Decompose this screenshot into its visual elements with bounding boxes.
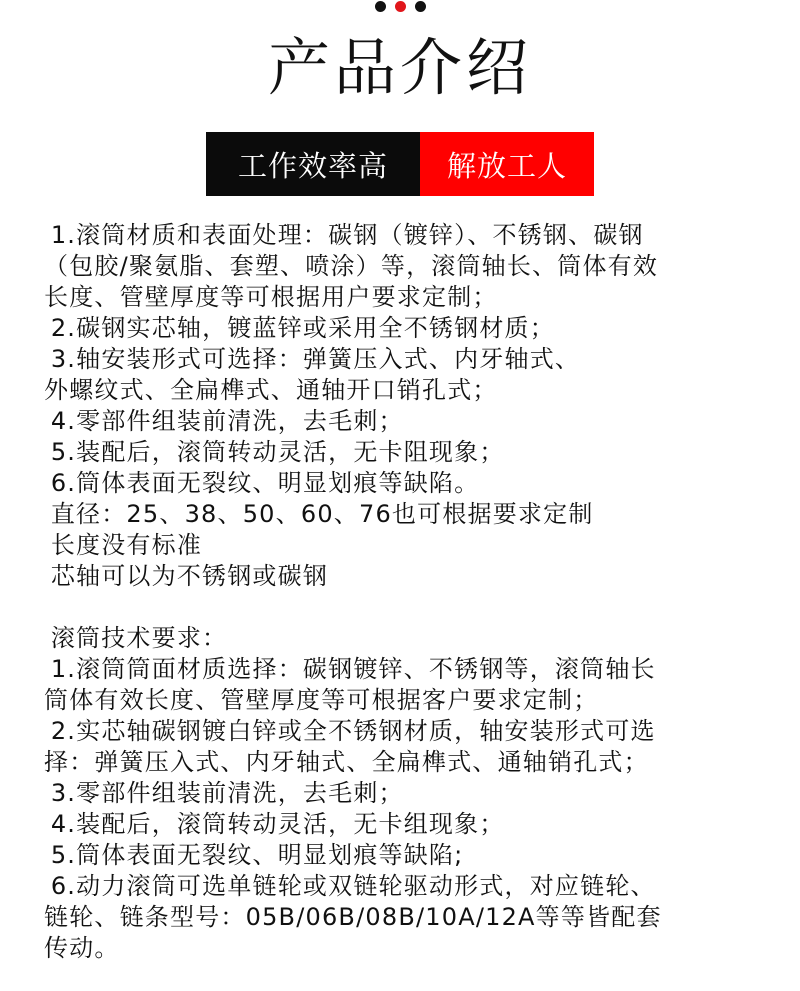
slogan-labor-saving: 解放工人 bbox=[420, 132, 594, 196]
text-line: 4.零部件组装前清洗，去毛刺； bbox=[42, 407, 404, 435]
text-line: 6.动力滚筒可选单链轮或双链轮驱动形式，对应链轮、 bbox=[42, 872, 656, 900]
text-line: 3.零部件组装前清洗，去毛刺； bbox=[42, 779, 404, 807]
dot-icon bbox=[415, 1, 426, 12]
slogan-banner bbox=[206, 132, 594, 196]
text-line: 3.轴安装形式可选择：弹簧压入式、内牙轴式、 bbox=[42, 345, 581, 373]
slogan-efficiency: 工作效率高 bbox=[206, 132, 420, 196]
text-line: 直径：25、38、50、60、76也可根据要求定制 bbox=[42, 500, 594, 528]
text-line: 传动。 bbox=[44, 934, 120, 962]
page-title: 产品介绍 bbox=[267, 31, 532, 104]
text-line: 择：弹簧压入式、内牙轴式、全扁榫式、通轴销孔式； bbox=[44, 748, 649, 776]
text-line: 2.实芯轴碳钢镀白锌或全不锈钢材质，轴安装形式可选 bbox=[42, 717, 656, 745]
dot-icon bbox=[375, 1, 386, 12]
text-line: 滚筒技术要求： bbox=[42, 624, 228, 652]
text-line: 1.滚筒材质和表面处理：碳钢（镀锌）、不锈钢、碳钢 bbox=[42, 221, 644, 249]
text-line: 5.装配后，滚筒转动灵活，无卡阻现象； bbox=[42, 438, 505, 466]
text-line: 链轮、链条型号：05B/06B/08B/10A/12A等等皆配套 bbox=[44, 903, 662, 931]
dot-icon bbox=[395, 1, 406, 12]
text-line: 长度没有标准 bbox=[42, 531, 203, 559]
text-line: 外螺纹式、全扁榫式、通轴开口销孔式； bbox=[44, 376, 498, 404]
text-line: 长度、管壁厚度等可根据用户要求定制； bbox=[44, 283, 498, 311]
text-line: 6.筒体表面无裂纹、明显划痕等缺陷。 bbox=[42, 469, 480, 497]
carousel-dots bbox=[0, 1, 800, 15]
text-line: 筒体有效长度、管壁厚度等可根据客户要求定制； bbox=[44, 686, 599, 714]
text-line: 4.装配后，滚筒转动灵活，无卡组现象； bbox=[42, 810, 505, 838]
text-line: 2.碳钢实芯轴，镀蓝锌或采用全不锈钢材质； bbox=[42, 314, 555, 342]
text-line: 5.筒体表面无裂纹、明显划痕等缺陷; bbox=[42, 841, 464, 869]
text-line: 芯轴可以为不锈钢或碳钢 bbox=[42, 562, 329, 590]
text-line: （包胶/聚氨脂、套塑、喷涂）等，滚筒轴长、筒体有效 bbox=[44, 252, 659, 280]
text-line: 1.滚筒筒面材质选择：碳钢镀锌、不锈钢等，滚筒轴长 bbox=[42, 655, 656, 683]
